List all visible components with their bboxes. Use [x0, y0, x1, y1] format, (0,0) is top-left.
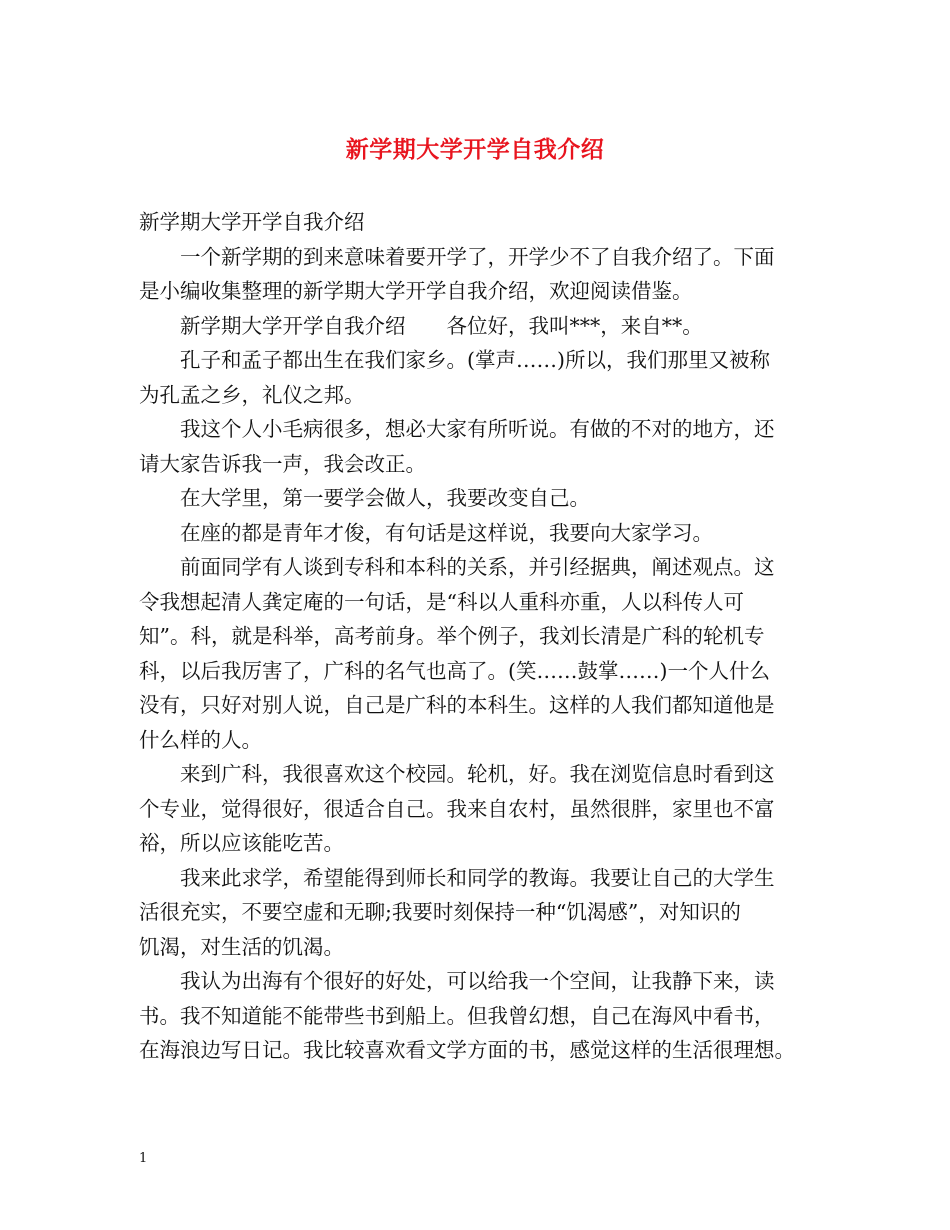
text-line: 前面同学有人谈到专科和本科的关系，并引经据典，阐述观点。这 — [139, 555, 775, 579]
text-line: 一个新学期的到来意味着要开学了，开学少不了自我介绍了。下面 — [139, 244, 775, 269]
text-line: 来到广科，我很喜欢这个校园。轮机，好。我在浏览信息时看到这 — [139, 762, 775, 786]
text-line: 什么样的人。 — [139, 727, 262, 752]
text-line: 饥渴，对生活的饥渴。 — [139, 934, 344, 959]
text-line: 在座的都是青年才俊，有句话是这样说，我要向大家学习。 — [139, 520, 713, 545]
text-line: 书。我不知道能不能带些书到船上。但我曾幻想，自己在海风中看书， — [139, 1003, 775, 1028]
text-line: 请大家告诉我一声，我会改正。 — [139, 451, 426, 476]
text-line: 在海浪边写日记。我比较喜欢看文学方面的书，感觉这样的生活很理想。 — [139, 1038, 795, 1062]
document-title: 新学期大学开学自我介绍 — [345, 136, 605, 163]
text-line: 活很充实，不要空虚和无聊;我要时刻保持一种“饥渴感”，对知识的 — [139, 900, 741, 924]
text-line: 我这个人小毛病很多，想必大家有所听说。有做的不对的地方，还 — [139, 417, 775, 441]
text-line: 孔子和孟子都出生在我们家乡。(掌声……)所以，我们那里又被称 — [139, 348, 770, 372]
text-line: 我来此求学，希望能得到师长和同学的教诲。我要让自己的大学生 — [139, 865, 775, 890]
text-line: 是小编收集整理的新学期大学开学自我介绍，欢迎阅读借鉴。 — [139, 279, 693, 303]
text-line: 个专业，觉得很好，很适合自己。我来自农村，虽然很胖，家里也不富 — [139, 796, 775, 821]
text-line: 新学期大学开学自我介绍 各位好，我叫***，来自**。 — [139, 313, 703, 338]
text-line: 我认为出海有个很好的好处，可以给我一个空间，让我静下来，读 — [139, 969, 775, 993]
text-line: 令我想起清人龚定庵的一句话，是“科以人重科亦重，人以科传人可 — [139, 589, 744, 614]
document-body — [139, 205, 819, 1068]
text-line: 在大学里，第一要学会做人，我要改变自己。 — [139, 486, 590, 510]
text-line: 科，以后我厉害了，广科的名气也高了。(笑……鼓掌……)一个人什么 — [139, 658, 770, 683]
text-line: 为孔孟之乡，礼仪之邦。 — [139, 382, 365, 407]
text-line: 知”。科，就是科举，高考前身。举个例子，我刘长清是广科的轮机专 — [139, 624, 765, 648]
text-line: 裕，所以应该能吃苦。 — [139, 831, 344, 855]
page-number: 1 — [139, 1151, 148, 1166]
text-line: 没有，只好对别人说，自己是广科的本科生。这样的人我们都知道他是 — [139, 693, 775, 717]
text-line: 新学期大学开学自我介绍 — [139, 210, 365, 234]
